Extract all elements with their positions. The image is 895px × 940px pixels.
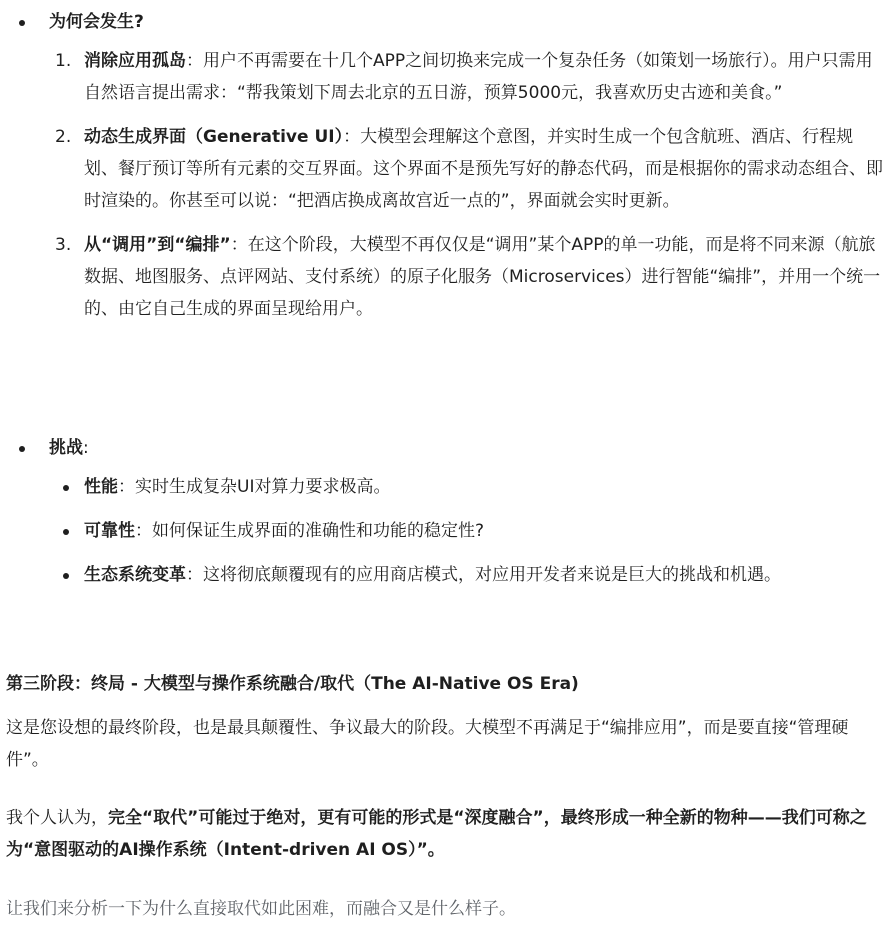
list-item-text: ：大模型会理解这个意图，并实时生成一个包含航班、酒店、行程规划、餐厅预订等所有元素的交互界面。这个界面不是预先写好的静态代码，而是根据你的需求动态组合、即时渲染的。你甚至可以说：“把酒店换成离故宫近一点的”，界面就会实时更新。 <box>84 127 883 211</box>
paragraph-faded: 让我们来分析一下为什么直接取代如此困难，而融合又是什么样子。 <box>6 899 516 919</box>
bullet-dot <box>19 446 25 452</box>
bullet-dot <box>63 529 69 535</box>
list-item <box>0 229 895 325</box>
bullet-dot <box>63 485 69 491</box>
bullet-challenges-title: 挑战 <box>49 438 83 458</box>
list-item-bold: 生态系统变革 <box>84 565 186 585</box>
numbered-list <box>0 45 895 337</box>
list-item <box>0 559 895 591</box>
list-item-text: ：这将彻底颠覆现有的应用商店模式，对应用开发者来说是巨大的挑战和机遇。 <box>186 565 781 585</box>
paragraph-prefix: 我个人认为， <box>6 808 108 828</box>
bullet-why <box>0 6 895 38</box>
list-item <box>0 471 895 503</box>
list-item <box>0 121 895 217</box>
list-item-bold: 消除应用孤岛 <box>84 51 186 71</box>
list-item <box>0 45 895 109</box>
paragraph-emphasis <box>6 802 876 866</box>
paragraph: 这是您设想的最终阶段，也是最具颠覆性、争议最大的阶段。大模型不再满足于“编排应用”，而是要直接“管理硬件”。 <box>6 718 849 770</box>
list-item-text: ：如何保证生成界面的准确性和功能的稳定性? <box>135 521 485 541</box>
list-item-bold: 从“调用”到“编排” <box>84 235 231 255</box>
list-item-number: 1. <box>55 51 72 71</box>
bullet-why-title: 为何会发生? <box>49 12 144 32</box>
list-item-bold: 性能 <box>84 477 118 497</box>
list-item-bold: 动态生成界面（Generative UI） <box>84 127 344 147</box>
paragraph-bold: 完全“取代”可能过于绝对，更有可能的形式是“深度融合”，最终形成一种全新的物种——我们可称之为“意图驱动的AI操作系统（Intent-driven AI OS）”。 <box>6 808 867 860</box>
section-heading: 第三阶段：终局 - 大模型与操作系统融合/取代（The AI-Native OS Era) <box>6 674 579 694</box>
list-item-number: 3. <box>55 235 72 255</box>
bullet-challenges <box>0 432 895 464</box>
list-item-text: ：用户不再需要在十几个APP之间切换来完成一个复杂任务（如策划一场旅行）。用户只需用自然语言提出需求：“帮我策划下周去北京的五日游，预算5000元，我喜欢历史古迹和美食。” <box>84 51 873 103</box>
list-item-bold: 可靠性 <box>84 521 135 541</box>
list-item-number: 2. <box>55 127 72 147</box>
list-item-text: ：实时生成复杂UI对算力要求极高。 <box>118 477 391 497</box>
list-item-text: ：在这个阶段，大模型不再仅仅是“调用”某个APP的单一功能，而是将不同来源（航旅数据、地图服务、点评网站、支付系统）的原子化服务（Microservices）进行智能“编排”，并用一个统一的、由它自己生成的界面呈现给用户。 <box>84 235 881 319</box>
challenge-list <box>0 471 895 603</box>
bullet-challenges-colon: : <box>83 438 89 458</box>
bullet-dot <box>63 573 69 579</box>
list-item <box>0 515 895 547</box>
bullet-dot <box>19 20 25 26</box>
